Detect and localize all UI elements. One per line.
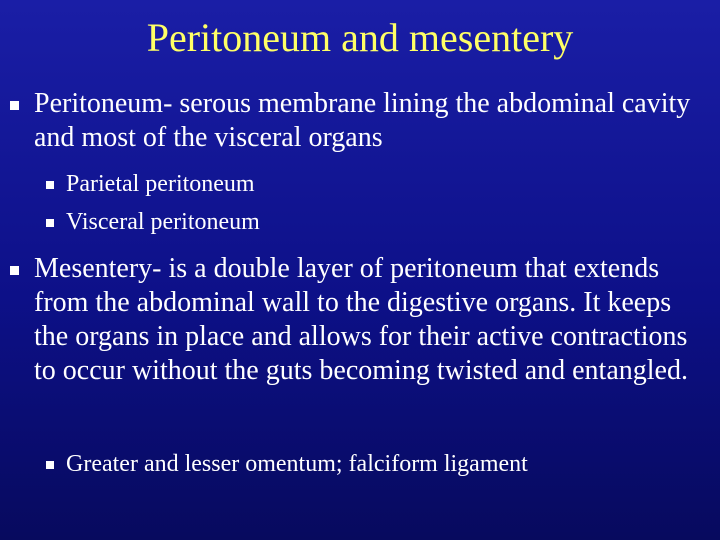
- sub-bullet-text: Greater and lesser omentum; falciform ligament: [66, 451, 528, 477]
- square-bullet-icon: [10, 266, 19, 275]
- bullet-text: Mesentery- is a double layer of peritoneum that extends from the abdominal wall to the digestive organs. It keeps the organs in place and allows for their active contractions to occur without the guts becoming twisted and entangled.: [34, 253, 688, 386]
- square-bullet-icon: [46, 181, 54, 189]
- bullet-mesentery: [10, 252, 700, 437]
- square-bullet-icon: [46, 219, 54, 227]
- bullet-peritoneum: [10, 87, 700, 157]
- sub-bullet-text: Visceral peritoneum: [66, 209, 260, 235]
- sub-bullet-text: Parietal peritoneum: [66, 171, 255, 197]
- slide-title: Peritoneum and mesentery: [146, 15, 574, 60]
- sub-bullet-omentum: [46, 450, 696, 478]
- bullet-text: Peritoneum- serous membrane lining the abdominal cavity and most of the visceral organs: [34, 88, 691, 153]
- square-bullet-icon: [10, 101, 19, 110]
- sub-bullet-parietal: [46, 170, 696, 198]
- sub-bullet-visceral: [46, 208, 696, 236]
- square-bullet-icon: [46, 461, 54, 469]
